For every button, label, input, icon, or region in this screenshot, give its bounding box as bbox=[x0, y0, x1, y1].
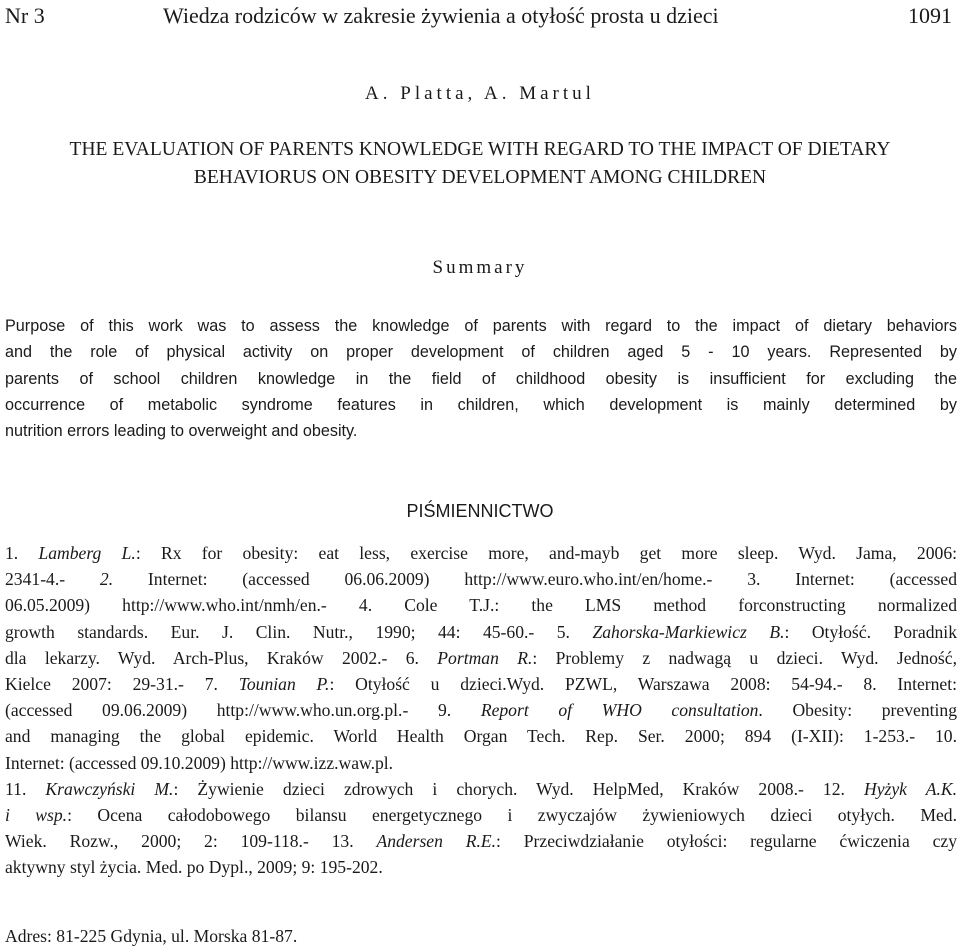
summary-text bbox=[5, 313, 957, 444]
reference-line: 1. Lamberg L.: Rx for obesity: eat less, exercise more, and-mayb get more sleep. Wyd. Jama, 2006: bbox=[5, 543, 957, 563]
author-address: Adres: 81-225 Gdynia, ul. Morska 81-87. bbox=[5, 926, 298, 946]
reference-line: growth standards. Eur. J. Clin. Nutr., 1990; 44: 45-60.- 5. Zahorska-Markiewicz B.: Otyłość. Poradnik bbox=[5, 621, 957, 642]
reference-line: dla lekarzy. Wyd. Arch-Plus, Kraków 2002.- 6. Portman R.: Problemy z nadwagą u dzieci. Wyd. Jedność, bbox=[5, 647, 957, 668]
reference-line: and managing the global epidemic. World Health Organ Tech. Rep. Ser. 2000; 894 (I-XII): 1-253.- 10. bbox=[5, 726, 957, 747]
reference-line: (accessed 09.06.2009) http://www.who.un.org.pl.- 9. Report of WHO consultation. Obesity: preventing bbox=[5, 700, 957, 721]
summary-line: Purpose of this work was to assess the knowledge of parents with regard to the impact of dietary behaviors bbox=[5, 317, 957, 335]
title-line: BEHAVIORUS ON OBESITY DEVELOPMENT AMONG CHILDREN bbox=[193, 167, 767, 188]
reference-line: 06.05.2009) http://www.who.int/nmh/en.- 4. Cole T.J.: the LMS method forconstructing normalized bbox=[5, 595, 957, 616]
title-line: THE EVALUATION OF PARENTS KNOWLEDGE WITH REGARD TO THE IMPACT OF DIETARY bbox=[69, 139, 891, 160]
reference-line: Kielce 2007: 29-31.- 7. Tounian P.: Otyłość u dzieci.Wyd. PZWL, Warszawa 2008: 54-94.- 8. Internet: bbox=[5, 674, 957, 695]
summary-heading: Summary bbox=[432, 257, 528, 278]
references-list bbox=[5, 540, 957, 881]
references-heading: PIŚMIENNICTWO bbox=[406, 501, 554, 521]
reference-line: i wsp.: Ocena całodobowego bilansu energetycznego i zwyczajów żywieniowych dzieci otyłych. Med. bbox=[5, 805, 957, 826]
reference-line: aktywny styl życia. Med. po Dypl., 2009; 9: 195-202. bbox=[5, 857, 383, 878]
reference-line: Wiek. Rozw., 2000; 2: 109-118.- 13. Andersen R.E.: Przeciwdziałanie otyłości: regularne ćwiczenia czy bbox=[5, 831, 957, 852]
authors: A. Platta, A. Martul bbox=[365, 83, 595, 104]
reference-line: Internet: (accessed 09.10.2009) http://www.izz.waw.pl. bbox=[5, 752, 394, 773]
reference-line: 11. Krawczyński M.: Żywienie dzieci zdrowych i chorych. Wyd. HelpMed, Kraków 2008.- 12. Hyżyk A.K. bbox=[5, 778, 957, 799]
running-title: Wiedza rodziców w zakresie żywienia a otyłość prosta u dzieci bbox=[163, 3, 719, 28]
page-number: 1091 bbox=[908, 3, 952, 28]
issue-number: Nr 3 bbox=[5, 3, 45, 28]
summary-line: nutrition errors leading to overweight and obesity. bbox=[5, 422, 358, 441]
page-header bbox=[5, 3, 952, 37]
summary-line: and the role of physical activity on proper development of children aged 5 - 10 years. Represented by bbox=[5, 343, 957, 362]
article-title bbox=[0, 136, 960, 192]
reference-line: 2341-4.- 2. Internet: (accessed 06.06.2009) http://www.euro.who.int/en/home.- 3. Internet: (accessed bbox=[5, 569, 957, 590]
summary-line: occurrence of metabolic syndrome features in children, which development is mainly determined by bbox=[5, 395, 957, 414]
summary-line: parents of school children knowledge in the field of childhood obesity is insufficient for excluding the bbox=[5, 369, 957, 388]
